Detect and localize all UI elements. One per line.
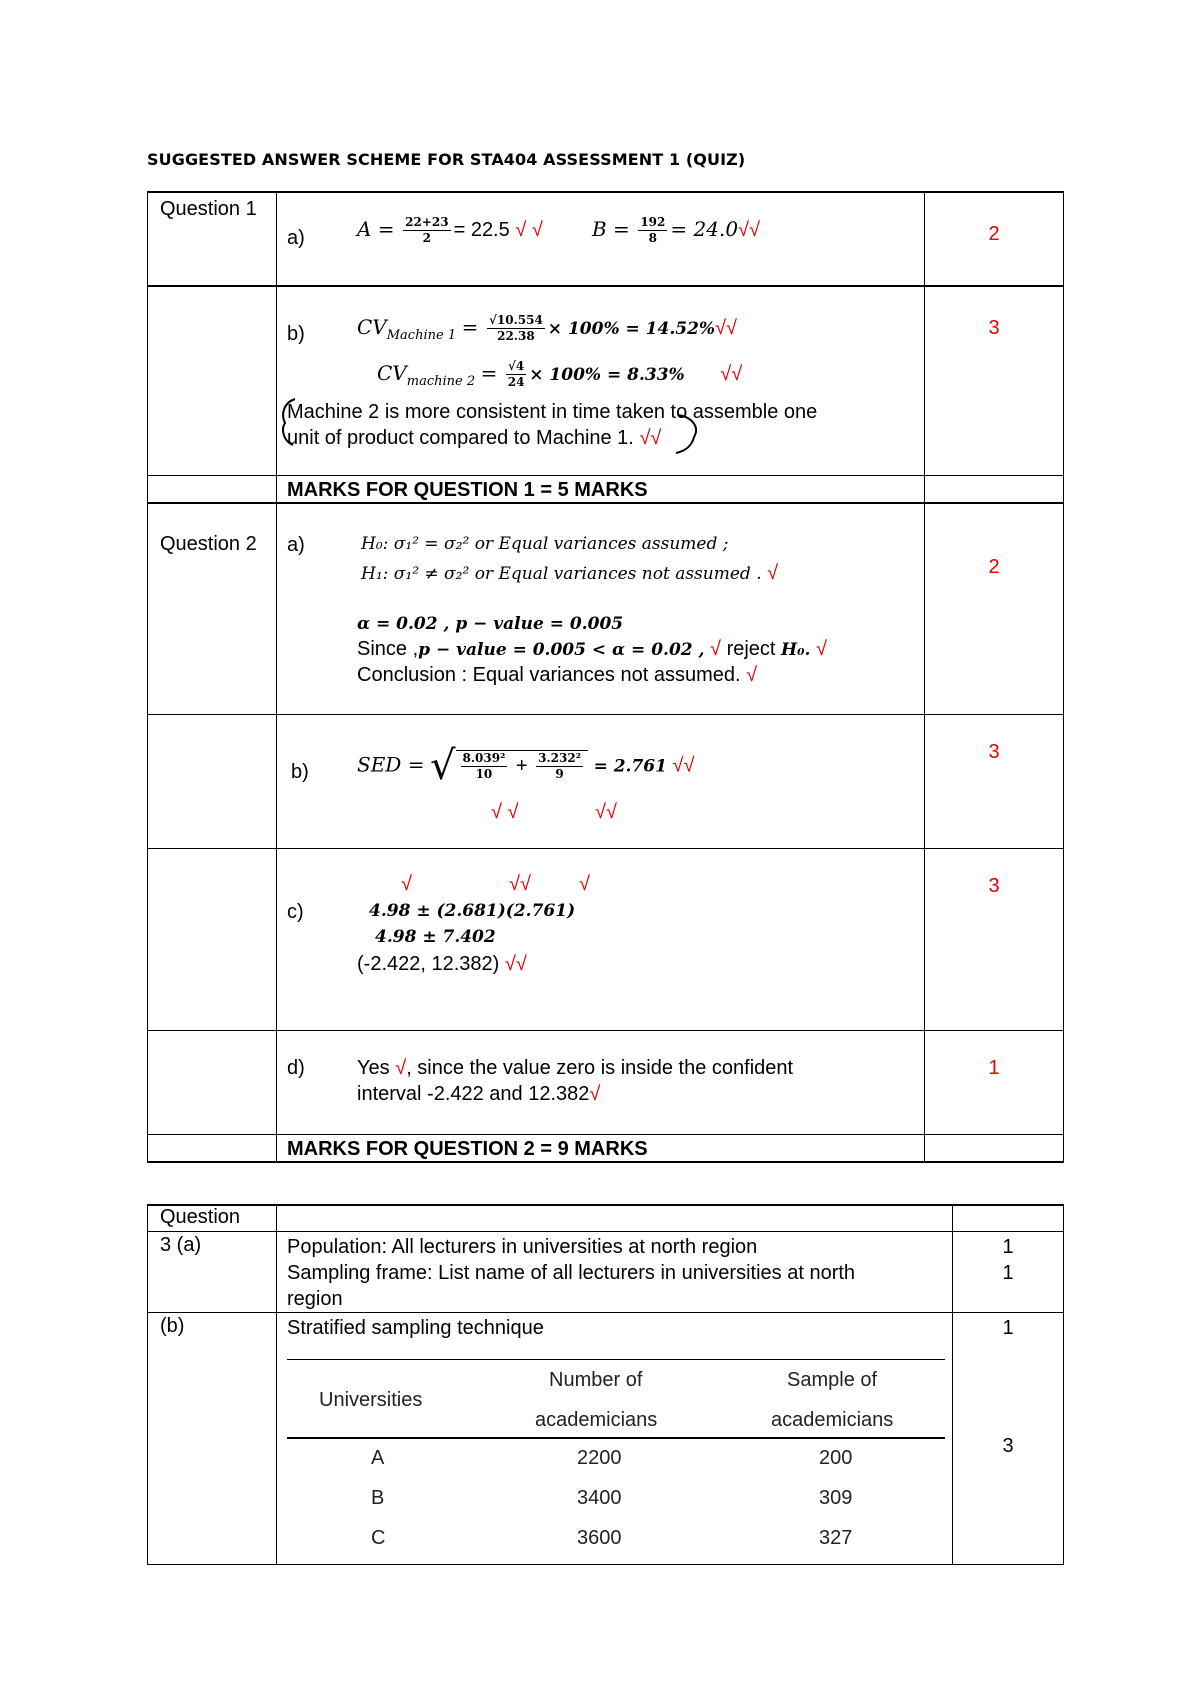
alternative-hypothesis: H₁: σ₁² ≠ σ₂² or Equal variances not assumed . √: [361, 562, 779, 584]
confidence-interval-formula: 4.98 ± 7.402: [375, 927, 496, 947]
answer-d-line: interval -2.422 and 12.382√: [357, 1083, 601, 1105]
tick-marks: √√: [595, 801, 617, 823]
table-cell: C: [371, 1526, 386, 1549]
table-row: [148, 715, 1064, 849]
sed-formula: SED = √ $\frac{\text{8.039²}}{10}$ + $\frac{\text{3.232²}}{9}$ = 2.761 √√: [357, 743, 695, 789]
table-cell: B: [371, 1486, 385, 1509]
table-row: [148, 286, 1064, 476]
tick-marks: √: [401, 873, 412, 895]
confidence-interval-formula: 4.98 ± (2.681)(2.761): [369, 901, 576, 921]
column-header: Universities: [319, 1388, 423, 1411]
null-hypothesis: H₀: σ₁² = σ₂² or Equal variances assumed ;: [361, 534, 729, 554]
marks-value: 1: [1002, 1261, 1014, 1284]
part-label: c): [287, 901, 304, 923]
column-header: Sample of: [787, 1368, 878, 1391]
table-row: [148, 1135, 1064, 1163]
table-cell: 309: [819, 1486, 853, 1509]
table-row: [148, 1312, 1064, 1564]
sampling-frame-text: Sampling frame: List name of all lecturers in universities at north: [287, 1261, 856, 1284]
answer-scheme-table: [147, 191, 1064, 1163]
marks-value: 3: [988, 741, 1000, 763]
part-label: a): [287, 227, 305, 249]
table-row: [148, 476, 1064, 504]
table-row: [148, 1231, 1064, 1312]
tick-marks: √ √: [491, 801, 519, 823]
marks-value: 3: [1002, 1434, 1014, 1457]
marks-value: 2: [988, 556, 1000, 578]
table-row: [148, 1031, 1064, 1135]
bracket-annotation-icon: [672, 411, 712, 457]
part-label: b): [287, 323, 305, 345]
marks-value: 1: [988, 1057, 1000, 1079]
part-label: (b): [160, 1314, 185, 1337]
document-title: SUGGESTED ANSWER SCHEME FOR STA404 ASSESSMENT 1 (QUIZ): [147, 150, 746, 169]
table-cell: 3600: [577, 1526, 622, 1549]
table-cell: 200: [819, 1446, 853, 1469]
tick-marks: √√: [720, 362, 743, 385]
table-row: [148, 503, 1064, 715]
marks-value: 3: [988, 317, 1000, 339]
column-header: Number of: [549, 1368, 643, 1391]
explanation-line: unit of product compared to Machine 1. √√: [287, 427, 662, 449]
part-label: b): [291, 761, 309, 783]
column-header: academicians: [771, 1408, 894, 1431]
bracket-annotation-icon: [277, 395, 307, 455]
marks-value: 1: [1002, 1235, 1014, 1258]
question-1-total: MARKS FOR QUESTION 1 = 5 MARKS: [287, 479, 648, 501]
tick-marks: √√: [715, 316, 738, 339]
table-row: [148, 1205, 1064, 1231]
marks-value: 2: [988, 223, 1000, 245]
table-cell: 2200: [577, 1446, 622, 1469]
marks-value: 1: [1002, 1316, 1014, 1339]
column-header: academicians: [535, 1408, 658, 1431]
confidence-interval-result: (-2.422, 12.382) √√: [357, 953, 527, 975]
explanation-line: Machine 2 is more consistent in time taken to assemble one: [287, 401, 818, 423]
table-row: [148, 849, 1064, 1031]
tick-marks: √: [579, 873, 590, 895]
answer-d-line: Yes √, since the value zero is inside the confident: [357, 1057, 794, 1079]
decision-line: Since ,p − value = 0.005 < α = 0.02 , √ reject H₀. √: [357, 638, 828, 660]
answer-a-formula: A = $\frac{22+23}{2}$ = 22.5 √ √ B = $\frac{192}{8}$ = 24.0√√: [357, 215, 760, 245]
question-3-table: [147, 1204, 1064, 1565]
table-cell: A: [371, 1446, 385, 1469]
part-label: 3 (a): [160, 1233, 202, 1256]
cv-machine-1-formula: $CV_{Machine 1}$ = $\frac{√10.554}{22.38}$ × 100% = 14.52%√√: [357, 313, 738, 343]
tick-marks: √ √: [515, 218, 543, 241]
question-1-label: Question 1: [160, 198, 257, 220]
tick-marks: √√: [738, 218, 760, 241]
alpha-pvalue: α = 0.02 , p − value = 0.005: [357, 614, 624, 634]
cv-machine-2-formula: $CV_{machine 2}$ = $\frac{√4}{24}$ × 100% = 8.33% √√: [377, 359, 743, 389]
table-cell: 3400: [577, 1486, 622, 1509]
marks-value: 3: [988, 875, 1000, 897]
tick-marks: √√: [509, 873, 531, 895]
table-row: [148, 192, 1064, 286]
question-3-label: Question: [160, 1206, 241, 1228]
conclusion-line: Conclusion : Equal variances not assumed. √: [357, 664, 758, 686]
part-label: a): [287, 534, 305, 556]
population-text: Population: All lecturers in universities at north region: [287, 1235, 758, 1258]
question-2-total: MARKS FOR QUESTION 2 = 9 MARKS: [287, 1138, 648, 1160]
table-cell: 327: [819, 1526, 853, 1549]
part-label: d): [287, 1057, 305, 1079]
question-2-label: Question 2: [160, 533, 257, 555]
sampling-frame-text: region: [287, 1287, 343, 1310]
stratified-sample-table: [287, 1351, 945, 1551]
technique-text: Stratified sampling technique: [287, 1316, 544, 1339]
